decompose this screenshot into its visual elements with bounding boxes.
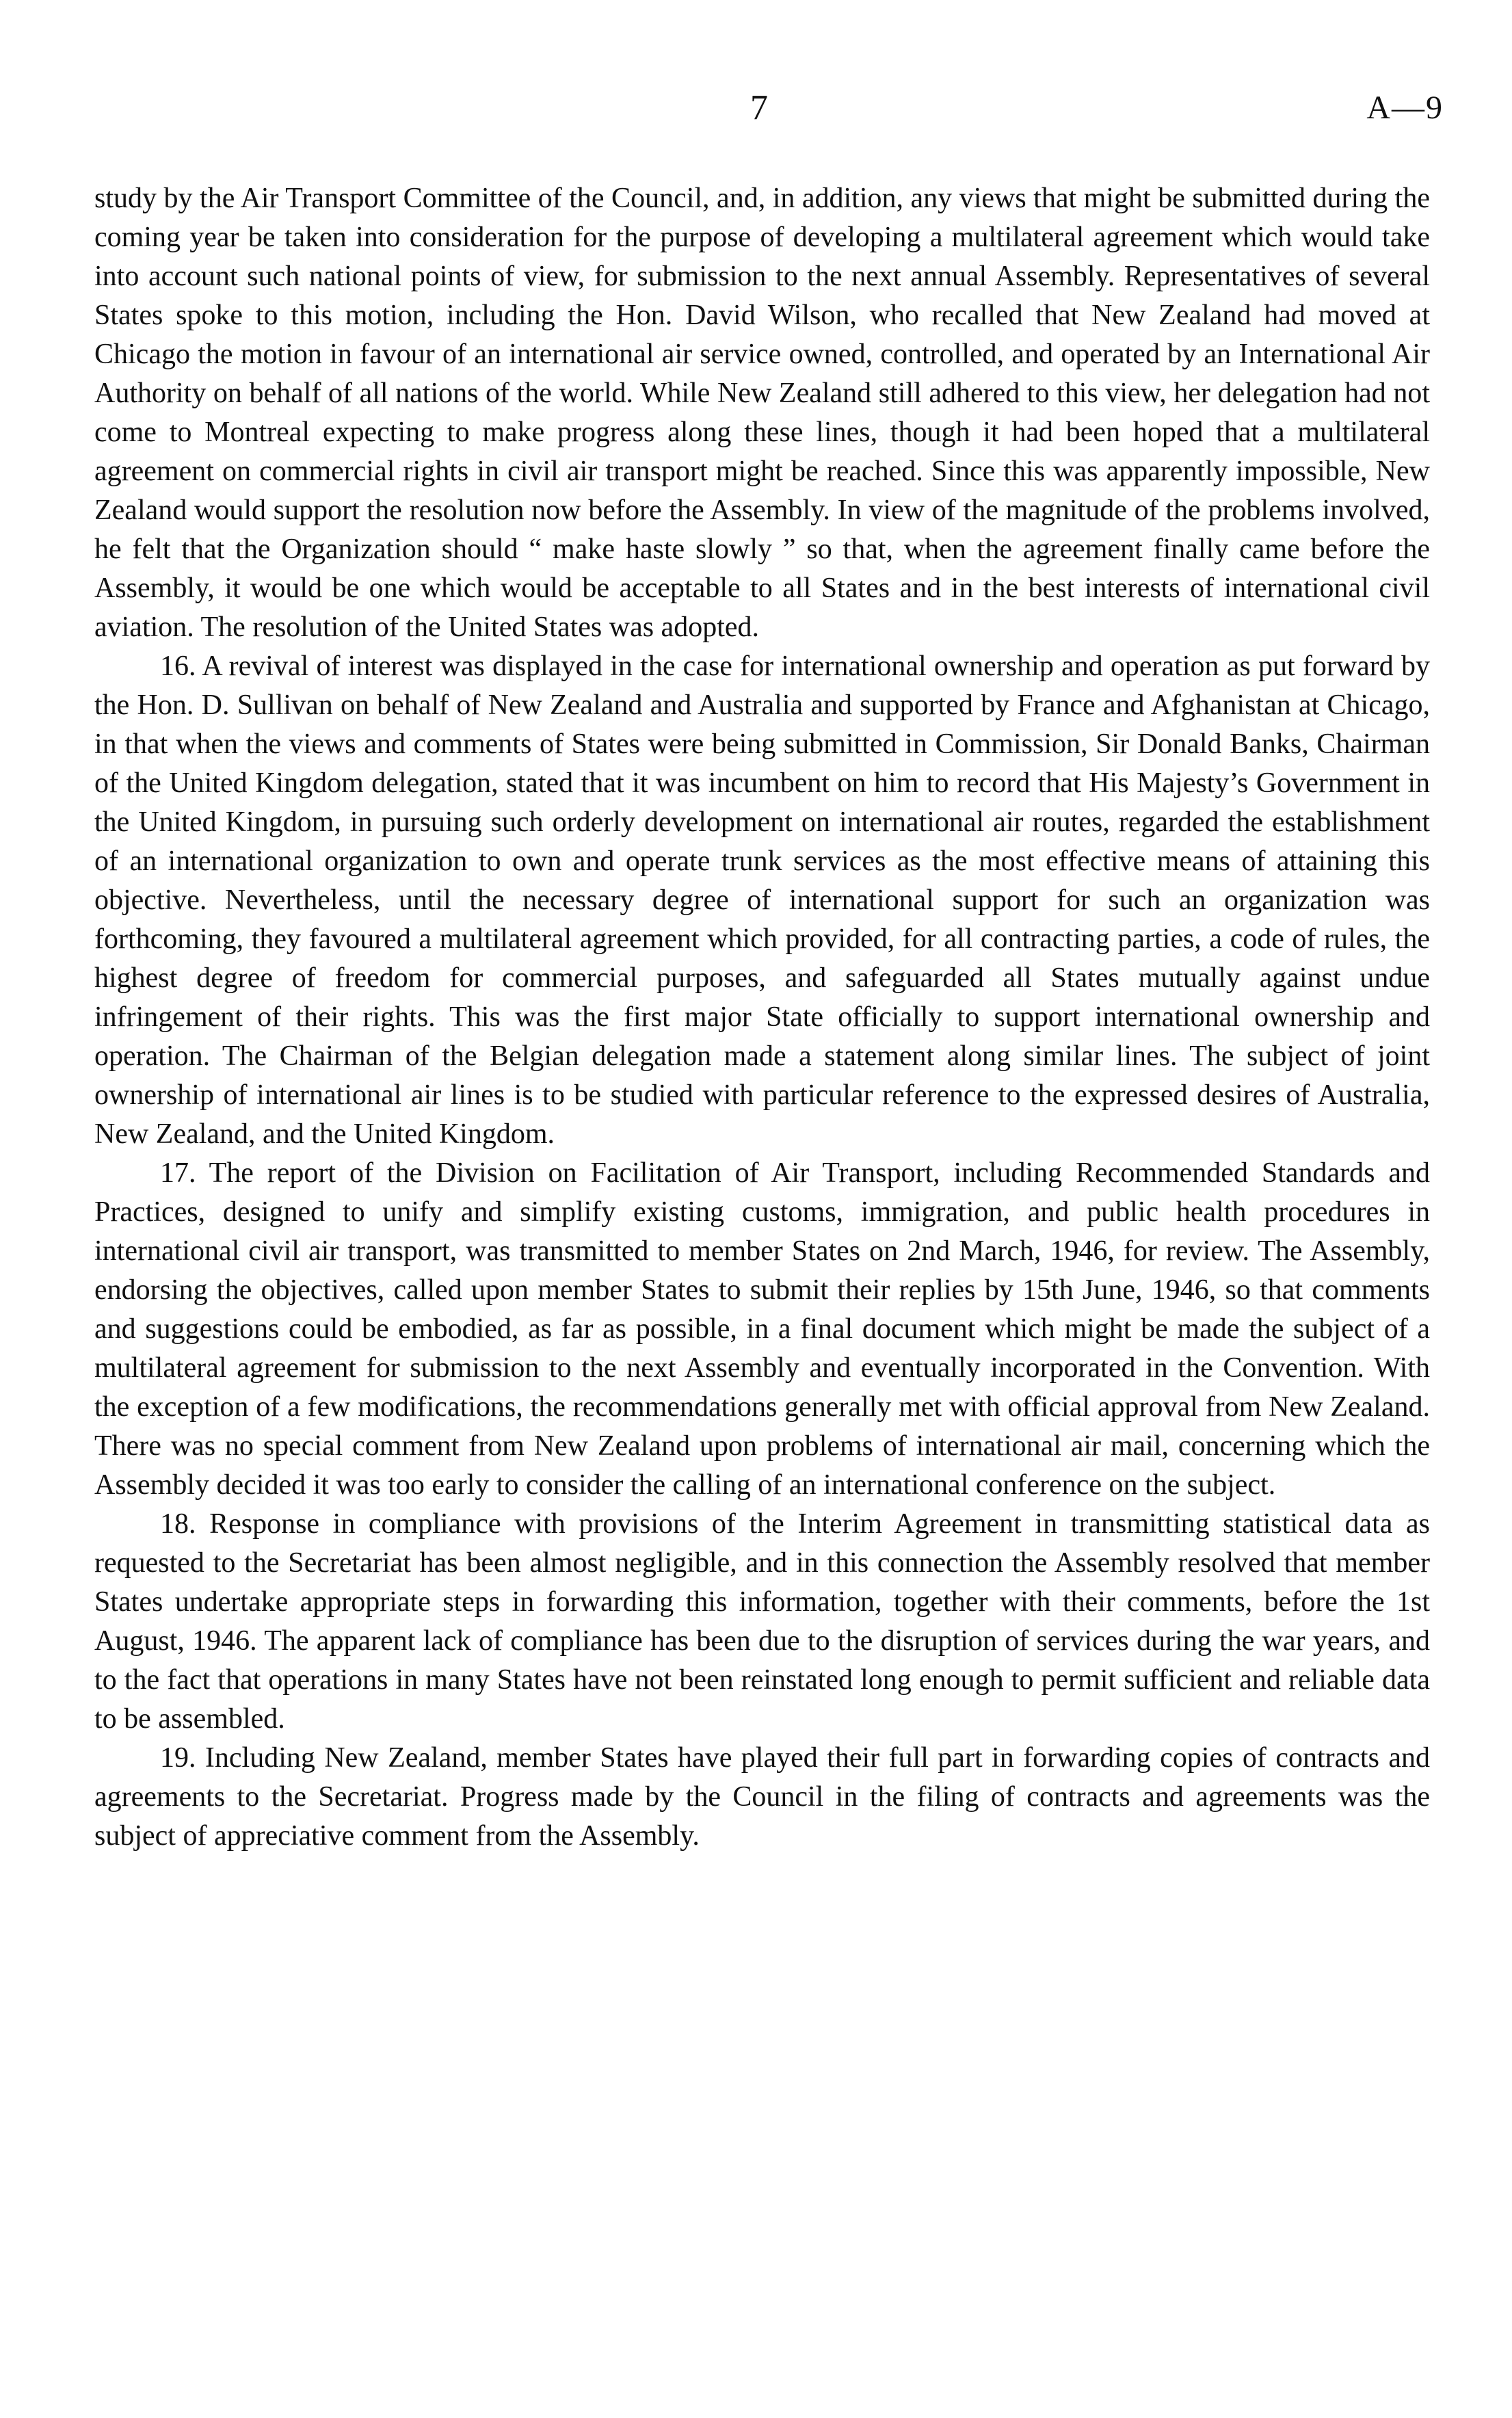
- page-number: 7: [750, 88, 768, 127]
- paragraph-19: 19. Including New Zealand, member States have played their full part in forwarding copies of contracts and agreements to the Secretariat. Progress made by the Council in the filing of contracts and agreements was the subject of appreciative comment from the Assembly.: [94, 1742, 1430, 1852]
- paragraph-18: 18. Response in compliance with provisions of the Interim Agreement in transmitting statistical data as requested to the Secretariat has been almost negligible, and in this connection the Assembly resolved that member States undertake appropriate steps in forwarding this information, together with their comments, before the 1st August, 1946. The apparent lack of compliance has been due to the disruption of services during the war years, and to the fact that operations in many States have not been reinstated long enough to permit sufficient and reliable data to be assembled.: [94, 1508, 1430, 1735]
- paragraph-16: 16. A revival of interest was displayed in the case for international ownership and operation as put forward by the Hon. D. Sullivan on behalf of New Zealand and Australia and supported by France and Afghanistan at Chicago, in that when the views and comments of States were being submitted in Commission, Sir Donald Banks, Chairman of the United Kingdom delegation, stated that it was incumbent on him to record that His Majesty’s Government in the United Kingdom, in pursuing such orderly development on international air routes, regarded the establishment of an international organization to own and operate trunk services as the most effective means of attaining this objective. Nevertheless, until the necessary degree of international support for such an organization was forthcoming, they favoured a multilateral agreement which provided, for all contracting parties, a code of rules, the highest degree of freedom for commercial purposes, and safeguarded all States mutually against undue infringement of their rights. This was the first major State officially to support international ownership and operation. The Chairman of the Belgian delegation made a statement along similar lines. The subject of joint ownership of international air lines is to be studied with particular reference to the expressed desires of Australia, New Zealand, and the United Kingdom.: [94, 651, 1430, 1150]
- paragraph-17: 17. The report of the Division on Facilitation of Air Transport, including Recommended Standards and Practices, designed to unify and simplify existing customs, immigration, and public health procedures in international civil air transport, was transmitted to member States on 2nd March, 1946, for review. The Assembly, endorsing the objectives, called upon member States to submit their replies by 15th June, 1946, so that comments and suggestions could be embodied, as far as possible, in a final document which might be made the subject of a multilateral agreement for submission to the next Assembly and eventually incorporated in the Convention. With the exception of a few modifications, the recommendations generally met with official approval from New Zealand. There was no special comment from New Zealand upon problems of international air mail, concerning which the Assembly decided it was too early to consider the calling of an international conference on the subject.: [94, 1157, 1430, 1501]
- paragraph-continued: study by the Air Transport Committee of the Council, and, in addition, any views that might be submitted during the coming year be taken into consideration for the purpose of developing a multilateral agreement which would take into account such national points of view, for submission to the next annual Assembly. Representatives of several States spoke to this motion, including the Hon. David Wilson, who recalled that New Zealand had moved at Chicago the motion in favour of an international air service owned, controlled, and operated by an International Air Authority on behalf of all nations of the world. While New Zealand still adhered to this view, her delegation had not come to Montreal expecting to make progress along these lines, though it had been hoped that a multilateral agreement on commercial rights in civil air transport might be reached. Since this was apparently impossible, New Zealand would support the resolution now before the Assembly. In view of the magnitude of the problems involved, he felt that the Organization should “ make haste slowly ” so that, when the agreement finally came before the Assembly, it would be one which would be acceptable to all States and in the best interests of international civil aviation. The resolution of the United States was adopted.: [94, 183, 1430, 643]
- body-text: [94, 179, 1430, 1856]
- document-code: A—9: [1366, 90, 1444, 126]
